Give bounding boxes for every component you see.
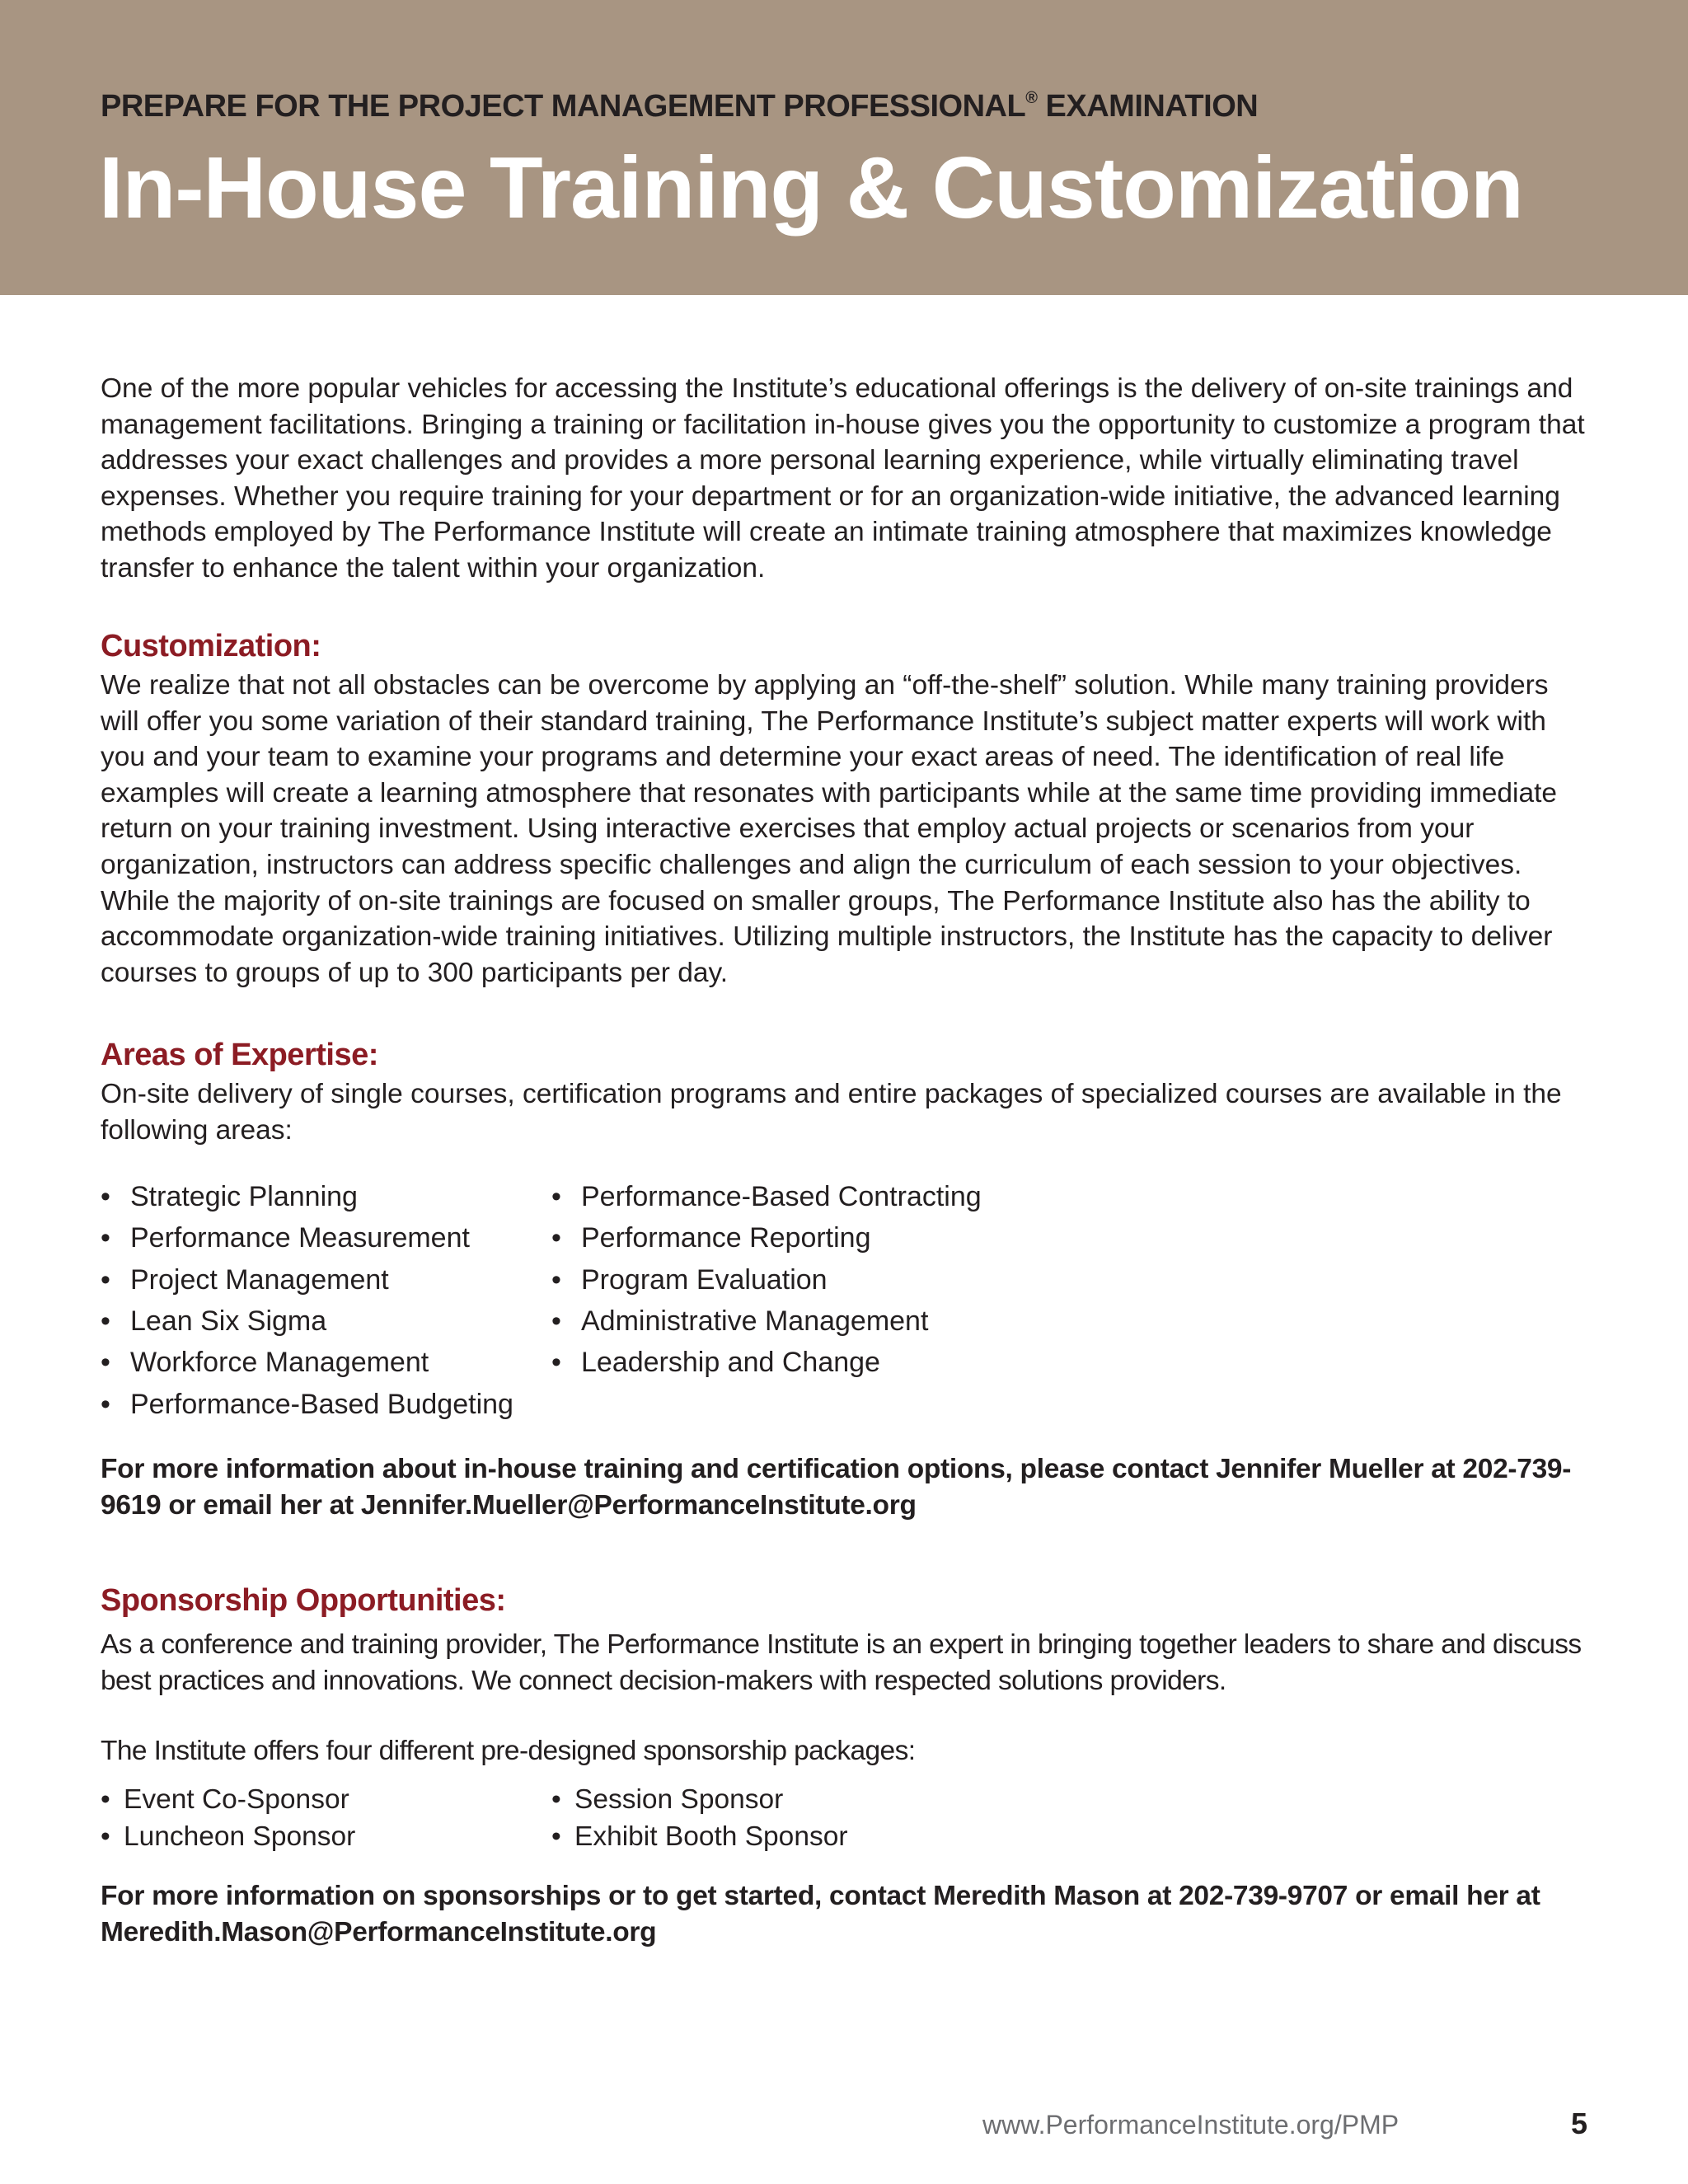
- bullet-icon: •: [101, 1263, 110, 1296]
- bullet-icon: •: [101, 1821, 110, 1852]
- page-number: 5: [1571, 2107, 1588, 2140]
- list-item-label: Administrative Management: [581, 1305, 929, 1338]
- list-item: [101, 1217, 551, 1258]
- bullet-icon: •: [551, 1305, 561, 1338]
- sponsorship-section: [101, 1579, 1594, 1951]
- list-item-label: Performance Reporting: [581, 1222, 871, 1254]
- list-item: [101, 1176, 551, 1217]
- list-item-label: Program Evaluation: [581, 1263, 828, 1296]
- list-item: [551, 1259, 1002, 1301]
- sponsorship-list: [101, 1781, 1594, 1855]
- list-item-label: Event Co-Sponsor: [124, 1783, 349, 1815]
- list-item-label: Luncheon Sponsor: [124, 1821, 356, 1852]
- customization-paragraph: We realize that not all obstacles can be overcome by applying an “off-the-shelf” solution. While many training providers will offer you some variation of their standard training, The Performance Institute’s subject matter experts will work with you and your team to examine your programs and determine your exact areas of need. The identification of real life examples will create a learning atmosphere that resonates with participants while at the same time providing immediate return on your training investment. Using interactive exercises that employ actual projects or scenarios from your organization, instructors can address specific challenges and align the curriculum of each session to your objectives. While the majority of on-site trainings are focused on smaller groups, The Performance Institute also has the ability to accommodate organization-wide training initiatives. Utilizing multiple instructors, the Institute has the capacity to deliver courses to groups of up to 300 participants per day.: [101, 670, 1558, 988]
- bullet-icon: •: [551, 1263, 561, 1296]
- list-item-label: Workforce Management: [130, 1347, 429, 1379]
- list-item: [101, 1301, 551, 1342]
- list-item-label: Performance-Based Contracting: [581, 1181, 982, 1213]
- eyebrow-text: PREPARE FOR THE PROJECT MANAGEMENT PROFESSIONAL: [101, 89, 1026, 124]
- expertise-list-col-2: [551, 1176, 1002, 1425]
- list-item: [101, 1259, 551, 1301]
- eyebrow-heading: [101, 89, 1258, 124]
- list-item-label: Project Management: [130, 1263, 389, 1296]
- list-item: [551, 1818, 1002, 1855]
- intro-section: [101, 371, 1594, 587]
- header-banner: [0, 0, 1688, 295]
- bullet-icon: •: [551, 1347, 561, 1379]
- expertise-section: [101, 1033, 1594, 1524]
- sponsorship-contact: For more information on sponsorships or to get started, contact Meredith Mason at 202-739-9707 or email her at Meredith.Mason@PerformanceInstitute.org: [101, 1880, 1540, 1947]
- sponsorship-list-col-1: [101, 1781, 551, 1855]
- list-item: [551, 1342, 1002, 1383]
- sponsorship-list-col-2: [551, 1781, 1002, 1855]
- customization-heading: Customization:: [101, 629, 321, 663]
- list-item-label: Performance-Based Budgeting: [130, 1388, 513, 1420]
- sponsorship-paragraph: As a conference and training provider, The Performance Institute is an expert in bringing together leaders to share and discuss best practices and innovations. We connect decision-makers with respected solutions providers.: [101, 1629, 1582, 1696]
- bullet-icon: •: [551, 1821, 561, 1852]
- list-item-label: Session Sponsor: [574, 1783, 784, 1815]
- bullet-icon: •: [101, 1305, 110, 1338]
- list-item-label: Lean Six Sigma: [130, 1305, 327, 1338]
- expertise-heading: Areas of Expertise:: [101, 1038, 378, 1072]
- list-item-label: Performance Measurement: [130, 1222, 470, 1254]
- list-item: [101, 1781, 551, 1818]
- list-item: [551, 1176, 1002, 1217]
- eyebrow-text-end: EXAMINATION: [1037, 89, 1259, 124]
- bullet-icon: •: [101, 1181, 110, 1213]
- bullet-icon: •: [551, 1783, 561, 1815]
- list-item-label: Strategic Planning: [130, 1181, 358, 1213]
- list-item: [551, 1301, 1002, 1342]
- list-item: [101, 1818, 551, 1855]
- registered-mark: ®: [1025, 89, 1038, 107]
- bullet-icon: •: [101, 1347, 110, 1379]
- list-item: [551, 1217, 1002, 1258]
- bullet-icon: •: [101, 1388, 110, 1420]
- list-item: [101, 1342, 551, 1383]
- list-item: [101, 1384, 551, 1425]
- bullet-icon: •: [101, 1783, 110, 1815]
- footer-url[interactable]: www.PerformanceInstitute.org/PMP: [982, 2110, 1400, 2139]
- bullet-icon: •: [101, 1222, 110, 1254]
- bullet-icon: •: [551, 1222, 561, 1254]
- page-title: In-House Training & Customization: [99, 139, 1523, 237]
- bullet-icon: •: [551, 1181, 561, 1213]
- list-item: [551, 1781, 1002, 1818]
- expertise-list: [101, 1176, 1594, 1425]
- customization-section: [101, 625, 1594, 991]
- sponsorship-heading: Sponsorship Opportunities:: [101, 1583, 506, 1618]
- packages-intro: The Institute offers four different pre-designed sponsorship packages:: [101, 1736, 916, 1767]
- list-item-label: Exhibit Booth Sponsor: [574, 1821, 848, 1852]
- expertise-list-col-1: [101, 1176, 551, 1425]
- expertise-contact: For more information about in-house training and certification options, please contact Jennifer Mueller at 202-739-9619 or email her at Jennifer.Mueller@PerformanceInstitute.org: [101, 1453, 1572, 1521]
- expertise-paragraph: On-site delivery of single courses, certification programs and entire packages of specialized courses are available in the following areas:: [101, 1079, 1562, 1146]
- intro-paragraph: One of the more popular vehicles for accessing the Institute’s educational offerings is the delivery of on-site trainings and management facilitations. Bringing a training or facilitation in-house gives you the opportunity to customize a program that addresses your exact challenges and provides a more personal learning experience, while virtually eliminating travel expenses. Whether you require training for your department or for an organization-wide initiative, the advanced learning methods employed by The Performance Institute will create an intimate training atmosphere that maximizes knowledge transfer to enhance the talent within your organization.: [101, 373, 1585, 583]
- list-item-label: Leadership and Change: [581, 1347, 880, 1379]
